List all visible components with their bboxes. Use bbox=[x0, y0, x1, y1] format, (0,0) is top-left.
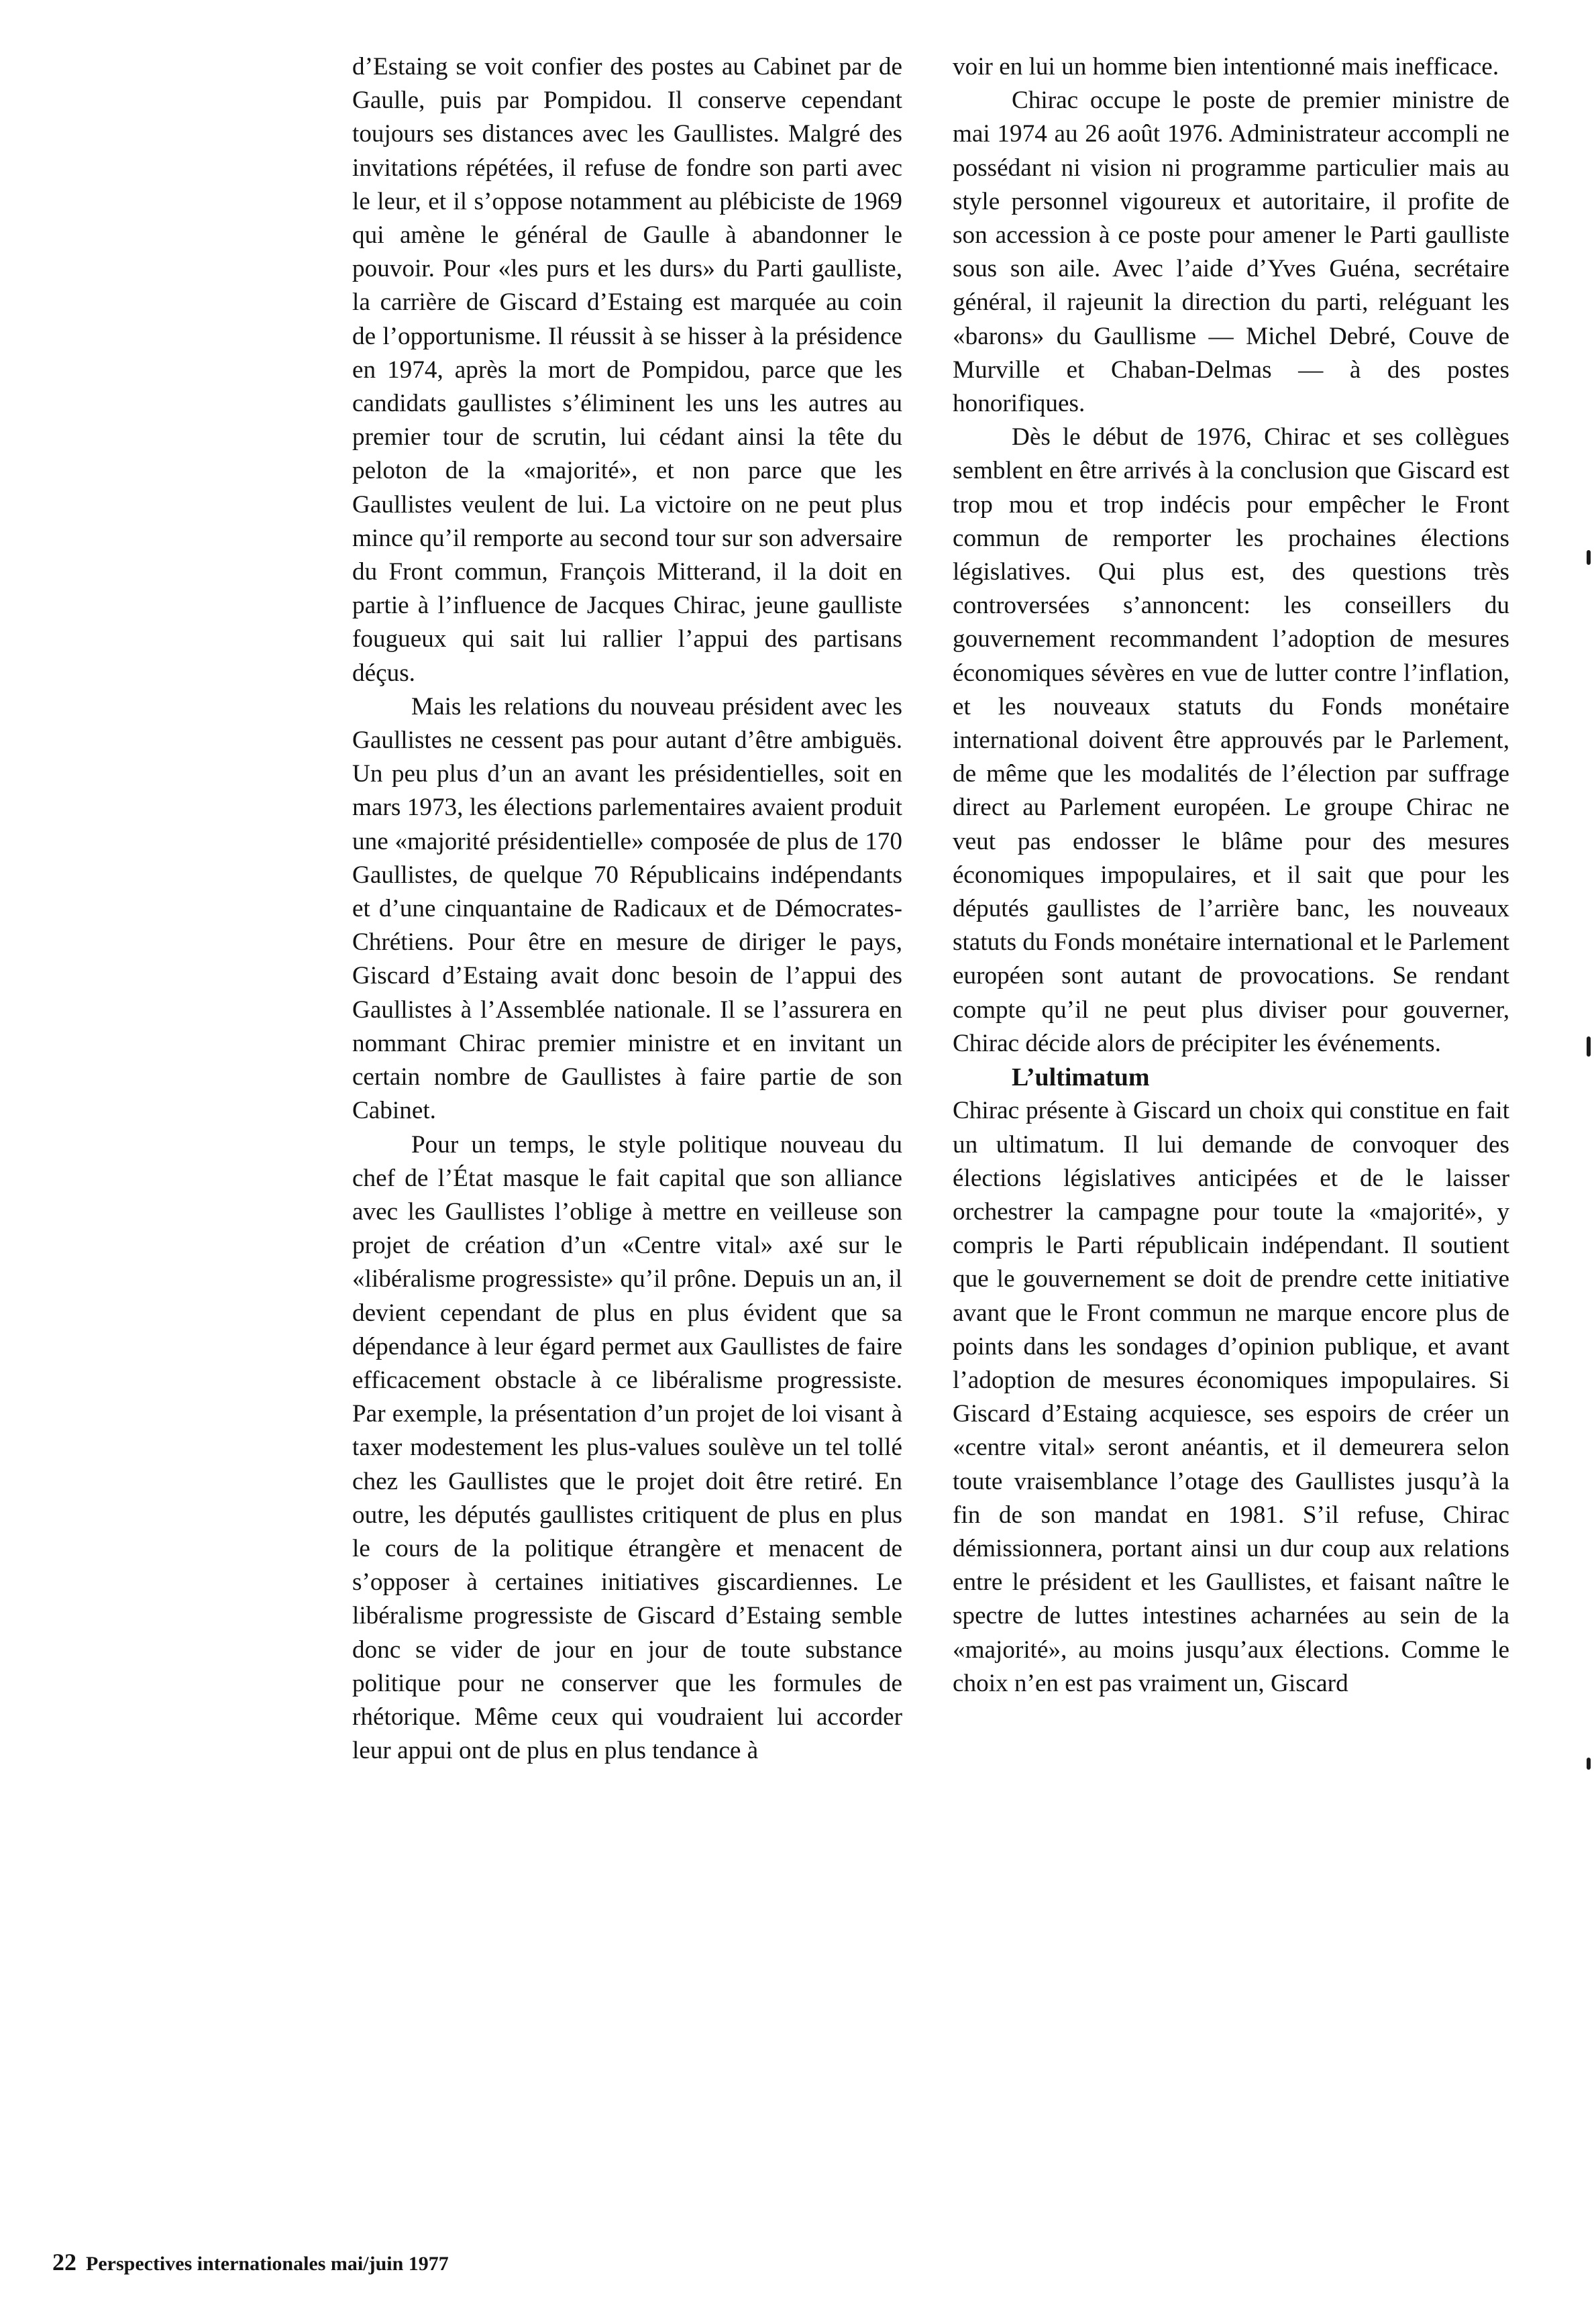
left-column bbox=[352, 50, 902, 1768]
scan-mark bbox=[1587, 1758, 1591, 1770]
scan-mark bbox=[1587, 550, 1591, 565]
page-number: 22 bbox=[52, 2249, 76, 2275]
section-heading: L’ultimatum bbox=[1012, 1063, 1150, 1092]
scan-mark bbox=[1587, 1036, 1591, 1057]
publication-name: Perspectives internationales mai/juin 1977 bbox=[86, 2253, 449, 2275]
paragraph: Chirac présente à Giscard un choix qui constitue en fait un ultimatum. Il lui demande de convoquer des élections législatives anticipées et de le laisser orchestrer la campagne pour toute la «majorité», y compris le Parti républicain indépendant. Il soutient que le gouvernement se doit de prendre cette initiative avant que le Front commun ne marque encore plus de points dans les sondages d’opinion publique, et avant l’adoption de mesures économiques impopulaires. Si Giscard d’Estaing acquiesce, ses espoirs de créer un «centre vital» seront anéantis, et il demeurera selon toute vraisemblance l’otage des Gaullistes jusqu’à la fin de son mandat en 1981. S’il refuse, Chirac démissionnera, portant ainsi un dur coup aux relations entre le président et les Gaullistes, et faisant naître le spectre de luttes intestines acharnées au sein de la «majorité», au moins jusqu’aux élections. Comme le choix n’en est pas vraiment un, Giscard bbox=[953, 1097, 1509, 1697]
paragraph: d’Estaing se voit confier des postes au Cabinet par de Gaulle, puis par Pompidou. Il conserve cependant toujours ses distances avec les Gaullistes. Malgré des invitations répétées, il refuse de fondre son parti avec le leur, et il s’oppose notamment au plébiciste de 1969 qui amène le général de Gaulle à abandonner le pouvoir. Pour «les purs et les durs» du Parti gaulliste, la carrière de Giscard d’Estaing est marquée au coin de l’opportunisme. Il réussit à se hisser à la présidence en 1974, après la mort de Pompidou, parce que les candidats gaullistes s’éliminent les uns les autres au premier tour de scrutin, lui cédant ainsi la tête du peloton de la «majorité», et non parce que les Gaullistes veulent de lui. La victoire on ne peut plus mince qu’il remporte au second tour sur son adversaire du Front commun, François Mitterand, il la doit en partie à l’influence de Jacques Chirac, jeune gaulliste fougueux qui sait lui rallier l’appui des partisans déçus. bbox=[352, 53, 902, 687]
paragraph: Pour un temps, le style politique nouveau du chef de l’État masque le fait capital que son alliance avec les Gaullistes l’oblige à mettre en veilleuse son projet de création d’un «Centre vital» axé sur le «libéralisme progressiste» qu’il prône. Depuis un an, il devient cependant de plus en plus évident que sa dépendance à leur égard permet aux Gaullistes de faire efficacement obstacle à ce libéralisme progressiste. Par exemple, la présentation d’un projet de loi visant à taxer modestement les plus-values soulève un tel tollé chez les Gaullistes que le projet doit être retiré. En outre, les députés gaullistes critiquent de plus en plus le cours de la politique étrangère et menacent de s’opposer à certaines initiatives giscardiennes. Le libéralisme progressiste de Giscard d’Estaing semble donc se vider de jour en jour de toute substance politique pour ne conserver que les formules de rhétorique. Même ceux qui voudraient lui accorder leur appui ont de plus en plus tendance à bbox=[352, 1130, 902, 1765]
right-column bbox=[953, 50, 1509, 1701]
paragraph: Mais les relations du nouveau président avec les Gaullistes ne cessent pas pour autant d’être ambiguës. Un peu plus d’un an avant les présidentielles, soit en mars 1973, les élections parlementaires avaient produit une «majorité présidentielle» composée de plus de 170 Gaullistes, de quelque 70 Républicains indépendants et d’une cinquantaine de Radicaux et de Démocrates-Chrétiens. Pour être en mesure de diriger le pays, Giscard d’Estaing avait donc besoin de l’appui des Gaullistes à l’Assemblée nationale. Il se l’assurera en nommant Chirac premier ministre et en invitant un certain nombre de Gaullistes à faire partie de son Cabinet. bbox=[352, 692, 902, 1125]
page-footer bbox=[52, 2249, 449, 2277]
paragraph: voir en lui un homme bien intentionné mais inefficace. bbox=[953, 53, 1499, 81]
paragraph: Dès le début de 1976, Chirac et ses collègues semblent en être arrivés à la conclusion que Giscard est trop mou et trop indécis pour empêcher le Front commun de remporter les prochaines élections législatives. Qui plus est, des questions très controversées s’annoncent: les conseillers du gouvernement recommandent l’adoption de mesures économiques sévères en vue de lutter contre l’inflation, et les nouveaux statuts du Fonds monétaire international doivent être approuvés par le Parlement, de même que les modalités de l’élection par suffrage direct au Parlement européen. Le groupe Chirac ne veut pas endosser le blâme pour des mesures économiques impopulaires, et il sait que pour les députés gaullistes de l’arrière banc, les nouveaux statuts du Fonds monétaire international et le Parlement européen sont autant de provocations. Se rendant compte qu’il ne peut plus diviser pour gouverner, Chirac décide alors de précipiter les événements. bbox=[953, 423, 1509, 1057]
paragraph: Chirac occupe le poste de premier ministre de mai 1974 au 26 août 1976. Administrateur accompli ne possédant ni vision ni programme particulier mais au style personnel vigoureux et autoritaire, il profite de son accession à ce poste pour amener le Parti gaulliste sous son aile. Avec l’aide d’Yves Guéna, secrétaire général, il rajeunit la direction du parti, reléguant les «barons» du Gaullisme — Michel Debré, Couve de Murville et Chaban-Delmas — à des postes honorifiques. bbox=[953, 87, 1509, 418]
